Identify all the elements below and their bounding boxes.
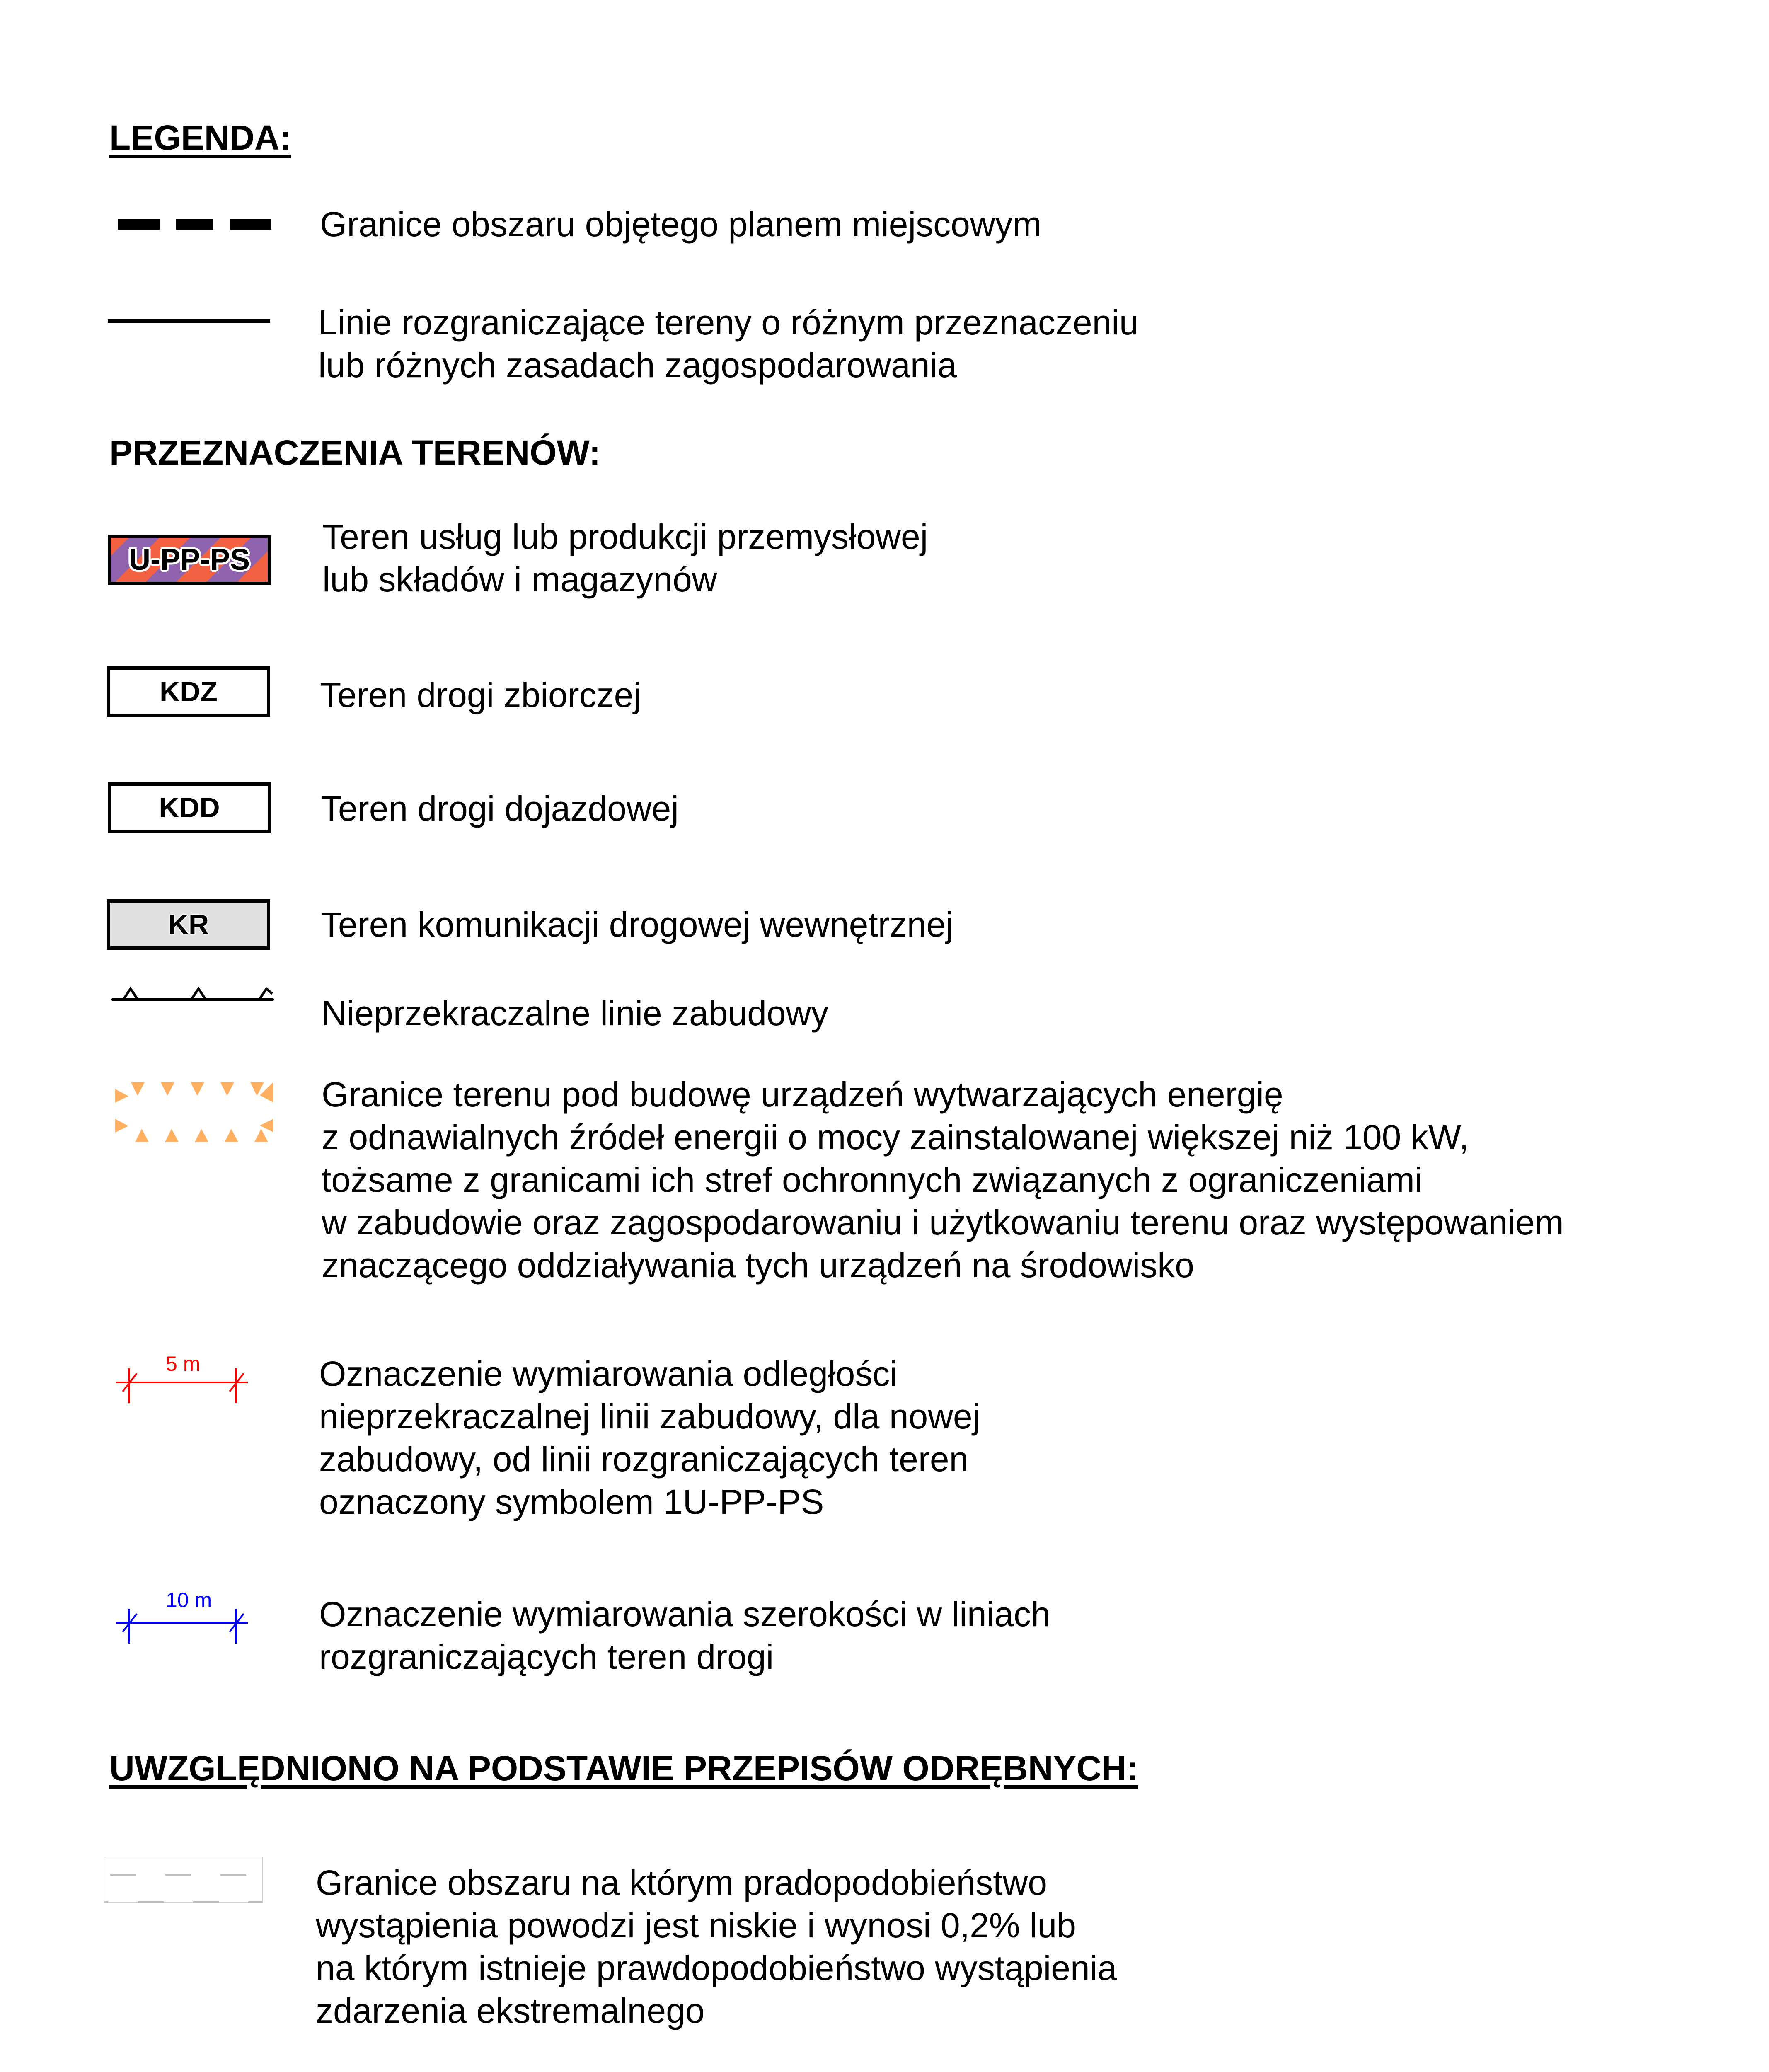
energy-triangle xyxy=(254,1129,268,1142)
energy-triangle xyxy=(260,1119,273,1132)
energy-triangle xyxy=(115,1119,128,1133)
regulations-title: UWZGLĘDNIONO NA PODSTAWIE PRZEPISÓW ODRĘBNYCH: xyxy=(109,1749,1138,1788)
legend-item-text: wystąpienia powodzi jest niskie i wynosi 0,2% lub xyxy=(316,1906,1076,1945)
legend-item-text: Teren drogi zbiorczej xyxy=(320,675,641,714)
legend-title: LEGENDA: xyxy=(109,118,291,157)
land-use-title: PRZEZNACZENIA TERENÓW: xyxy=(109,433,601,472)
legend-item-text: Granice terenu pod budowę urządzeń wytwarzających energię xyxy=(322,1075,1283,1114)
legend-item-text: Granice obszaru na którym pradopodobieństwo xyxy=(316,1863,1047,1902)
kdz-symbol-label: KDZ xyxy=(160,676,218,707)
kdd-symbol xyxy=(108,782,271,833)
legend-item-kr xyxy=(321,903,953,946)
legend-item-energy-boundary xyxy=(322,1073,1564,1287)
blue-dimension-label: 10 m xyxy=(166,1588,212,1612)
legend-item-kdz xyxy=(320,674,641,716)
legend-item-text: nieprzekraczalnej linii zabudowy, dla nowej xyxy=(319,1397,980,1436)
legend-item-text: tożsame z granicami ich stref ochronnych związanych z ograniczeniami xyxy=(322,1160,1423,1199)
energy-triangle xyxy=(195,1129,208,1142)
kdd-symbol-label: KDD xyxy=(159,792,220,823)
energy-triangle xyxy=(225,1129,238,1142)
energy-triangle xyxy=(165,1129,179,1142)
energy-triangle xyxy=(220,1082,234,1096)
legend-item-text: lub różnych zasadach zagospodarowania xyxy=(318,346,957,385)
legend-item-text: Oznaczenie wymiarowania odległości xyxy=(319,1354,898,1393)
legend-item-blue-dimension xyxy=(319,1593,1050,1678)
legend-item-text: z odnawialnych źródeł energii o mocy zainstalowanej większej niż 100 kW, xyxy=(322,1118,1469,1157)
legend-item-plan-boundary xyxy=(320,203,1041,246)
red-dimension-label: 5 m xyxy=(166,1352,201,1375)
legend-item-text: na którym istnieje prawdopodobieństwo wystąpienia xyxy=(316,1949,1117,1987)
legend-item-text: w zabudowie oraz zagospodarowaniu i użytkowaniu terenu oraz występowaniem xyxy=(322,1203,1564,1242)
building-line-icon xyxy=(110,986,284,1011)
legend-item-red-dimension xyxy=(319,1353,980,1523)
upps-symbol xyxy=(108,535,271,585)
legend-item-text: znaczącego oddziaływania tych urządzeń na środowisko xyxy=(322,1246,1194,1285)
legend-item-text: Nieprzekraczalne linie zabudowy xyxy=(322,994,829,1033)
energy-boundary-icon xyxy=(105,1082,279,1145)
legend-item-text: Oznaczenie wymiarowania szerokości w liniach xyxy=(319,1595,1050,1634)
legend-item-text: zdarzenia ekstremalnego xyxy=(316,1991,705,2030)
flood-boundary-icon xyxy=(104,1857,265,1906)
legend-item-dividing-lines xyxy=(318,301,1139,387)
kr-symbol-label: KR xyxy=(168,909,209,940)
legend-item-text: zabudowy, od linii rozgraniczających teren xyxy=(319,1440,969,1479)
legend-item-text: Linie rozgraniczające tereny o różnym przeznaczeniu xyxy=(318,303,1139,342)
thin-solid-line-icon xyxy=(108,319,273,327)
energy-triangle xyxy=(115,1089,128,1103)
legend-item-kdd xyxy=(321,787,679,830)
legend-item-text: Granice obszaru objętego planem miejscowym xyxy=(320,205,1042,244)
legend-item-text: rozgraniczających teren drogi xyxy=(319,1637,774,1676)
thick-dashed-line-icon xyxy=(118,215,280,232)
legend-item-building-line xyxy=(322,992,828,1035)
legend-item-text: oznaczony symbolem 1U-PP-PS xyxy=(319,1482,824,1521)
kr-symbol xyxy=(107,899,270,950)
legend-item-text: Teren drogi dojazdowej xyxy=(321,789,679,828)
energy-triangle xyxy=(131,1082,145,1096)
energy-triangle xyxy=(161,1082,174,1096)
energy-triangle xyxy=(191,1082,204,1096)
energy-triangle xyxy=(135,1129,149,1142)
legend-item-text: lub składów i magazynów xyxy=(322,560,717,599)
legend-item-text: Teren usług lub produkcji przemysłowej xyxy=(322,517,928,556)
legend-item-upps xyxy=(322,516,928,601)
kdz-symbol xyxy=(107,666,270,717)
legend-item-flood-boundary xyxy=(316,1861,1117,2032)
legend-item-text: Teren komunikacji drogowej wewnętrznej xyxy=(321,905,953,944)
upps-symbol-label: U-PP-PS xyxy=(128,543,250,576)
